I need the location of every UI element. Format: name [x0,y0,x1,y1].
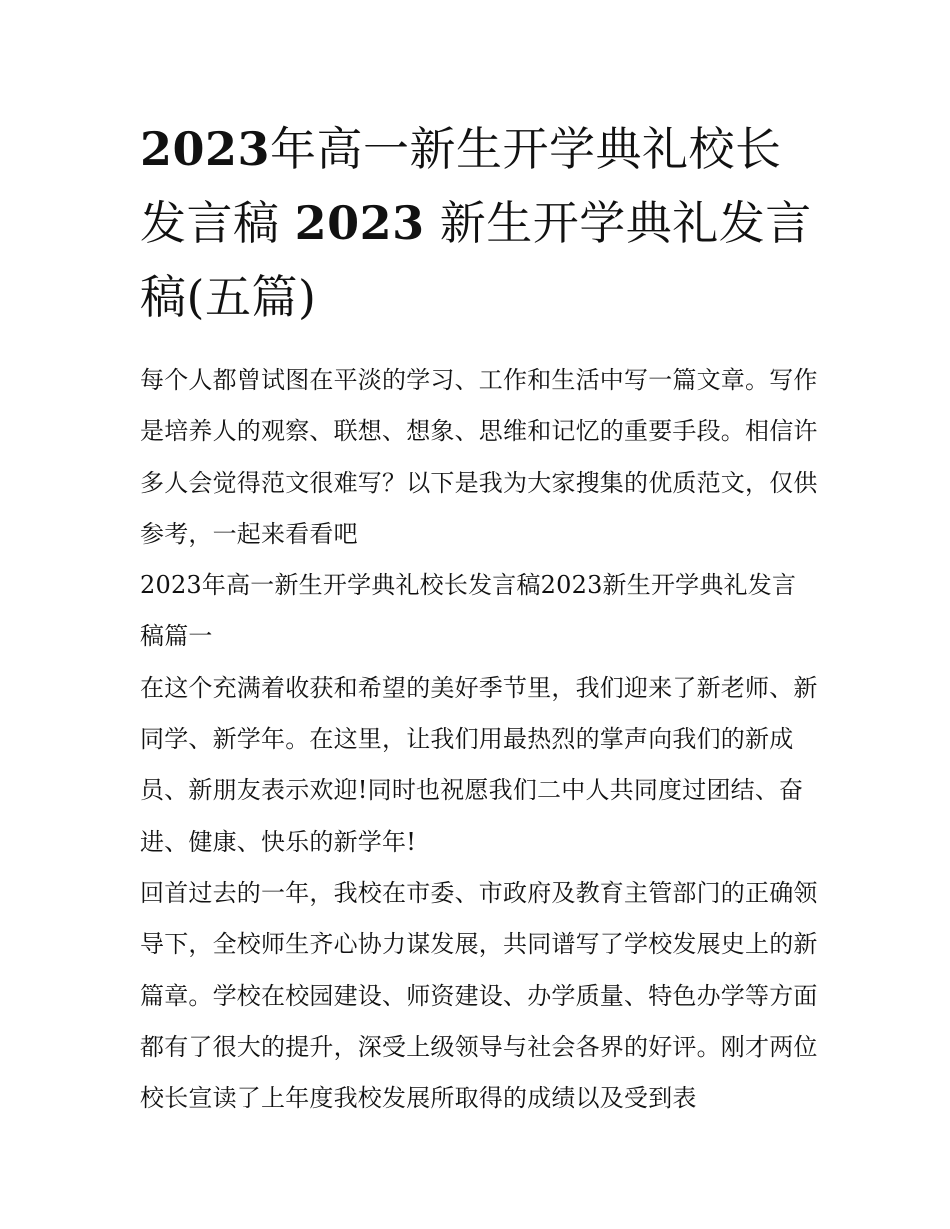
body-paragraph-review: 回首过去的一年，我校在市委、市政府及教育主管部门的正确领导下，全校师生齐心协力谋发展，共同谱写了学校发展史上的新篇章。学校在校园建设、师资建设、办学质量、特色办学等方面都有了很大的提升，深受上级领导与社会各界的好评。刚才两位校长宣读了上年度我校发展所取得的成绩以及受到表 [140,878,818,1113]
title-text-1: 年高一新生开学典礼校长发言稿 [140,122,782,250]
document-title [140,112,820,334]
title-year-1: 2023 [140,122,271,176]
document-body [140,355,820,1124]
title-text-2: 新生开学典礼发言稿(五篇) [140,196,812,324]
body-paragraph-welcome: 在这个充满着收获和希望的美好季节里，我们迎来了新老师、新同学、新学年。在这里，让我们用最热烈的掌声向我们的新成员、新朋友表示欢迎!同时也祝愿我们二中人共同度过团结、奋进、健康、快乐的新学年! [140,673,818,856]
section-heading: 2023年高一新生开学典礼校长发言稿2023新生开学典礼发言稿篇一 [140,571,797,651]
title-year-2: 2023 [294,196,425,250]
intro-paragraph: 每个人都曾试图在平淡的学习、工作和生活中写一篇文章。写作是培养人的观察、联想、想象、思维和记忆的重要手段。相信许多人会觉得范文很难写？以下是我为大家搜集的优质范文，仅供参考，一起来看看吧 [140,366,818,548]
